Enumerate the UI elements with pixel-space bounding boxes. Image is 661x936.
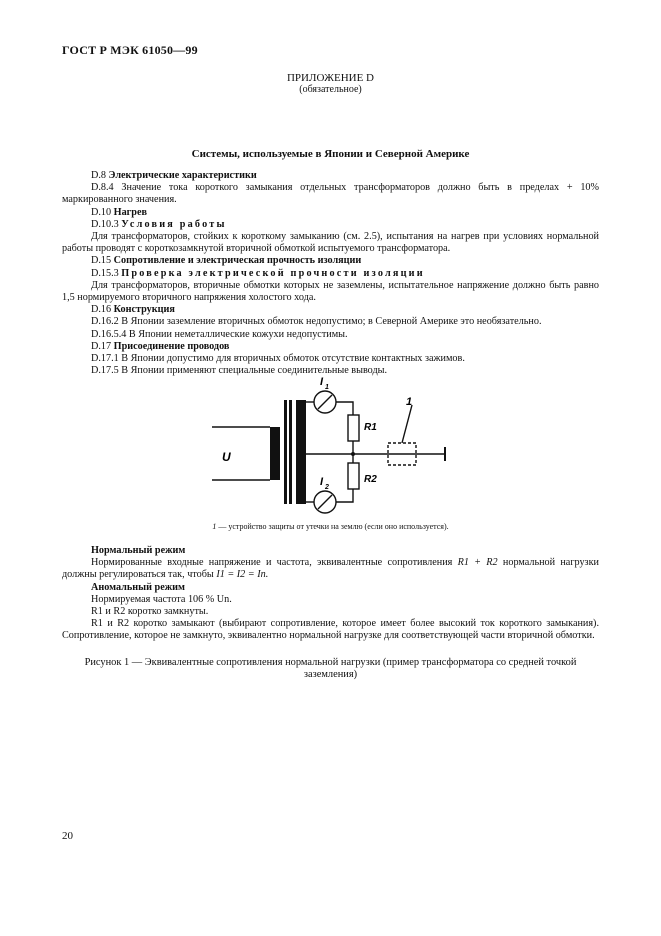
label-r1: R1 (364, 422, 377, 433)
label-u: U (222, 450, 231, 464)
annex-title: ПРИЛОЖЕНИЕ D (286, 72, 374, 84)
section-title: Системы, используемые в Японии и Северной Америке (191, 148, 470, 160)
resistor-r1 (348, 415, 359, 441)
clause-d171: D.17.1 В Японии допустимо для вторичных обмоток отсутствие контактных зажимов. (91, 353, 465, 365)
clause-d17: D.17 Присоединение проводов (91, 340, 230, 352)
document-header: ГОСТ Р МЭК 61050—99 (62, 43, 198, 57)
label-i2: I (320, 476, 324, 488)
junction-dot (351, 452, 355, 456)
modes-block (62, 545, 599, 643)
clause-d175: D.17.5 В Японии применяют специальные соединительные выводы. (91, 365, 388, 377)
circuit-figure (200, 375, 470, 519)
clause-d15: D.15 Сопротивление и электрическая прочность изоляции (91, 255, 362, 267)
resistor-r2 (348, 463, 359, 489)
frequency-text: Нормируемая частота 106 % Un. (91, 593, 232, 605)
clause-d10: D.10 Нагрев (91, 206, 147, 218)
label-i1-sub: 1 (325, 384, 329, 391)
clause-d103-text: Для трансформаторов, стойких к короткому замыканию (см. 2.5), испытания на нагрев при условиях нормальной работы проводят с короткозамкнутой вторичной обмоткой испытуемого трансформатора. (62, 231, 599, 255)
primary-winding (270, 427, 280, 480)
clause-d16: D.16 Конструкция (91, 304, 175, 316)
label-r2: R2 (364, 474, 377, 485)
normal-mode-text: Нормированные входные напряжение и частота, эквивалентные сопротивления R1 + R2 нормальной нагрузки должны регулироваться так, чтобы I1 = I2 = In. (62, 557, 599, 581)
clause-d8: D.8 Электрические характеристики (91, 170, 257, 181)
clause-d103: D.10.3 Условия работы (91, 218, 227, 230)
figure-caption: 1 — устройство защиты от утечки на землю (если оно используется). (212, 522, 449, 531)
circuit-diagram (200, 375, 470, 515)
transformer-core-left (284, 400, 287, 504)
selection-text: R1 и R2 коротко замыкают (выбирают сопротивление, которое имеет более высокий ток короткого замыкания). Сопротивление, которое не замкнуто, эквивалентно нормальной нагрузке для соответствующей части вторичной обмотки. (62, 618, 599, 642)
annex-status: (обязательное) (299, 84, 362, 95)
label-device: 1 (406, 396, 413, 408)
abnormal-mode-heading: Аномальный режим (91, 581, 185, 593)
clauses-block (62, 170, 599, 377)
clause-d1654: D.16.5.4 В Японии неметаллические кожухи недопустимы. (91, 328, 348, 340)
clause-d153-text: Для трансформаторов, вторичные обмотки которых не заземлены, испытательное напряжение должно быть равно 1,5 нормируемого вторичного напряжения холостого хода. (62, 279, 599, 304)
label-i1: I (320, 376, 324, 388)
clause-d153: D.15.3 Проверка электрической прочности изоляции (91, 267, 425, 279)
short-circuit-text: R1 и R2 коротко замкнуты. (91, 606, 209, 618)
figure-title: Рисунок 1 — Эквивалентные сопротивления нормальной нагрузки (пример трансформатора со средней точкой заземления) (84, 657, 577, 680)
clause-d84: D.8.4 Значение тока короткого замыкания отдельных трансформаторов должно быть в пределах + 10% маркированного значения. (62, 182, 599, 206)
page-number: 20 (62, 830, 73, 842)
normal-mode-heading: Нормальный режим (91, 545, 186, 556)
label-i2-sub: 2 (325, 484, 329, 491)
clause-d162: D.16.2 В Японии заземление вторичных обмоток недопустимо; в Северной Америке это необязательно. (91, 316, 542, 328)
secondary-winding (296, 400, 306, 504)
transformer-core-right (289, 400, 292, 504)
